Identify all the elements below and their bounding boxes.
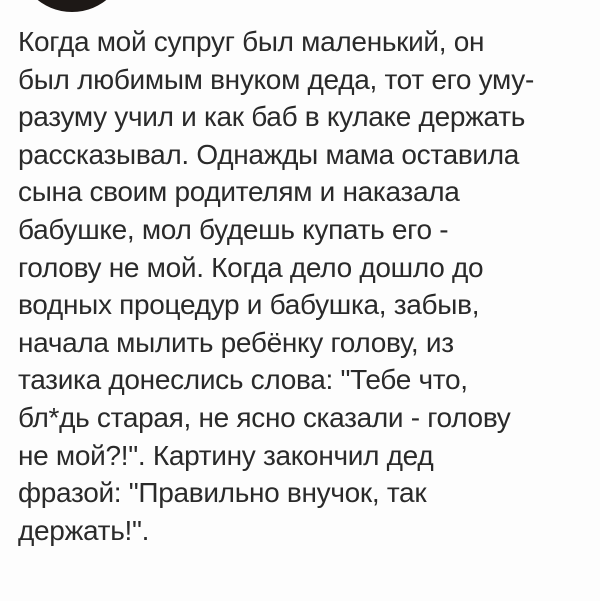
post-text-line: Когда мой супруг был маленький, он bbox=[18, 26, 485, 57]
post-text-line: рассказывал. Однажды мама оставила bbox=[18, 138, 520, 170]
post-text-line: водных процедур и бабушка, забыв, bbox=[18, 289, 480, 321]
post-text-line: не мой?!". Картину закончил дед bbox=[18, 439, 434, 471]
post-text-line: разуму учил и как баб в кулаке держать bbox=[18, 101, 526, 133]
post-text-line: фразой: "Правильно внучок, так bbox=[18, 477, 427, 509]
post-text-line: голову не мой. Когда дело дошло до bbox=[18, 251, 484, 283]
post-text-line: сына своим родителям и наказала bbox=[18, 176, 460, 208]
post-text-line: бабушке, мол будешь купать его - bbox=[18, 213, 449, 245]
post-text-line: бл*дь старая, не ясно сказали - голову bbox=[18, 401, 511, 433]
avatar[interactable] bbox=[17, 0, 127, 12]
post-text bbox=[18, 23, 588, 549]
post-text-line: начала мылить ребёнку голову, из bbox=[18, 326, 454, 358]
post-text-line: тазика донеслись слова: "Тебе что, bbox=[18, 364, 468, 396]
post-text-line: держать!". bbox=[18, 514, 150, 546]
post-text-line: был любимым внуком деда, тот его уму- bbox=[18, 63, 535, 95]
